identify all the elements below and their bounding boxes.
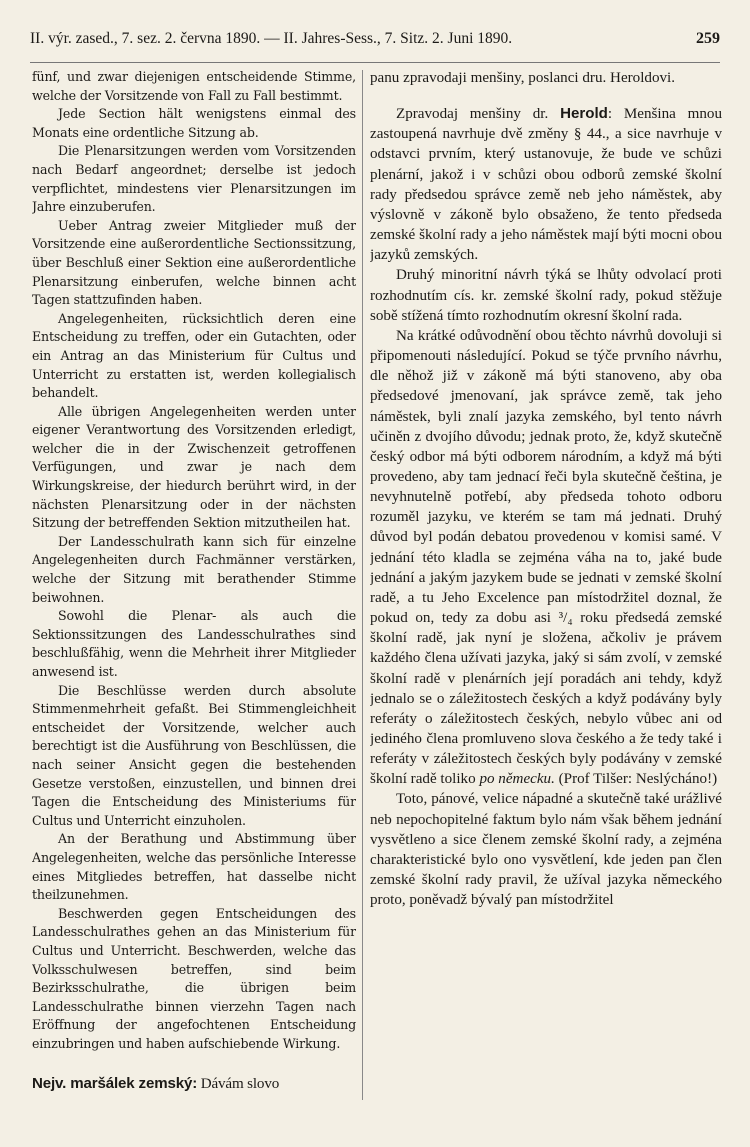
header-rule (30, 62, 720, 63)
speaker-name: Nejv. maršálek zemský: (32, 1075, 198, 1093)
header-session-info: II. výr. zased., 7. sez. 2. června 1890. — II. Jahres-Sess., 7. Sitz. 2. Juni 1890. (30, 30, 513, 47)
paragraph: Der Landesschulrath kann sich für einzelne Angelegenheiten durch Fachmänner verstärken, welche der Sitzung mit berathender Stimme beiwohnen. (32, 533, 356, 605)
reporter-name: Herold (560, 105, 608, 123)
running-header (30, 30, 720, 58)
paragraph-text: Na krátké odůvodnění obou těchto návrhů dovoluji si připomenouti následující. Pokud se týče prvního návrhu, dle něhož již v zákoně má býti stanoveno, aby oba předsedové jmenovaní, jak správce země, tak jeho náměstek, byli znalí jazyka zemského, byl tento návrh učiněn z dvojího důvodu; jednak proto, že, když skutečně český odbor má býti odborem národním, a když má býti provedeno, aby tam jednací řeči byla skutečně čeština, je nevyhnutelně potřebí, aby předseda tohoto odboru rozuměl jazyku, ve kterém se tam má jednati. Druhý důvod byl podán debatou provedenou v komisi samé. V jednání této kladla se zejména váha na to, jaké bude jednání a jakým jazykem bude se jednati v zemské školní radě, a tu Jeho Excelence pan místodržitel doznal, že pokud on, tedy za dobu asi ³/₄ roku předsedá zemské školní radě, jak nyní je složena, ačkoliv je právem každého člena užívati jazyka, jaký si sám zvolí, v zemské školní radě v plenárních její poradách ani tehdy, když jednalo se o záležitostech českých a když podávány byly referáty o záležitostech českých, nebylo vůbec ani od jediného člena promluveno slova českého a že tedy také i referáty v záležitostech českých byly podávány v zemské školní radě toliko (370, 327, 722, 788)
paragraph: Die Plenarsitzungen werden vom Vorsitzenden nach Bedarf angeordnet; derselbe ist jedoch verpflichtet, mindestens vier Plenarsitzungen im Jahre einzuberufen. (32, 143, 356, 215)
paragraph: Angelegenheiten, rücksichtlich deren eine Entscheidung zu treffen, oder ein Gutachten, oder ein Antrag an das Ministerium für Cultus und Unterricht zu erstatten ist, werden kollegialisch behandelt. (32, 310, 356, 401)
paragraph: panu zpravodaji menšiny, poslanci dru. Heroldovi. (370, 70, 676, 86)
speaker-text: Dávám slovo (200, 1076, 280, 1093)
paragraph: Toto, pánové, velice nápadné a skutečně také urážlivé neb nepochopitelné faktum bylo nám však během jednání vysvětleno a sice členem zemské školní rady, a zejména charakteristické bylo ono vysvětlení, kde jeden pan člen zemské školní rady pravil, že užíval jazyka německého proto, poněvadž bývalý pan místodržitel (370, 791, 722, 909)
page-number: 259 (696, 30, 720, 47)
paragraph: fünf, und zwar diejenigen entscheidende Stimme, welche der Vorsitzende von Fall zu Fall bestimmt. (32, 69, 356, 103)
left-column-german (32, 68, 356, 1118)
paragraph: Jede Section hält wenigstens einmal des Monats eine ordentliche Sitzung ab. (32, 106, 356, 140)
paragraph: An der Berathung und Abstimmung über Angelegenheiten, welche das persönliche Interesse eines Mitgliedes betreffen, hat dasselbe nicht theilzunehmen. (32, 831, 356, 903)
interjection: (Prof Tilšer: Neslýcháno!) (558, 771, 718, 788)
paragraph: Alle übrigen Angelegenheiten werden unter eigener Verantwortung des Vorsitzenden erledigt, welcher die in der Zwischenzeit getroffenen Verfügungen, und zwar je nach dem Wirkungskreise, der hiedurch berührt wird, in der nächsten Plenarsitzung oder in der nächsten Sitzung der betreffenden Sektion mitzutheilen hat. (32, 403, 356, 531)
paragraph: Sowohl die Plenar- als auch die Sektionssitzungen des Landesschulrathes sind beschlußfähig, wenn die Mehrheit ihrer Mitglieder anwesend ist. (32, 608, 356, 679)
italic-phrase: po německu. (479, 771, 555, 788)
right-column-czech (370, 68, 722, 1118)
reporter-prefix: Zpravodaj menšiny dr. (396, 106, 549, 123)
paragraph: Ueber Antrag zweier Mitglieder muß der Vorsitzende eine außerordentliche Sectionssitzung, über Beschluß einer Sektion eine außerordentliche Plenarsitzung einberufen, welche binnen acht Tagen stattzufinden haben. (32, 217, 356, 308)
paragraph: Die Beschlüsse werden durch absolute Stimmenmehrheit gefaßt. Bei Stimmengleichheit entscheidet der Vorsitzende, welcher auch berechtigt ist die Ausführung von Beschlüssen, die nach seiner Ansicht gegen die bestehenden Gesetze verstoßen, einzustellen, und binnen drei Tagen die Entscheidung des Ministeriums für Cultus und Unterricht einzuholen. (32, 682, 356, 828)
column-divider (362, 70, 363, 1100)
paragraph (370, 104, 722, 265)
speaker-line (32, 1075, 356, 1094)
paragraph: Beschwerden gegen Entscheidungen des Landesschulrathes gehen an das Ministerium für Cultus und Unterricht. Beschwerden, welche das Volksschulwesen betreffen, sind beim Bezirksschulrathe, die übrigen beim Landesschulrathe binnen vierzehn Tagen nach Eröffnung der angefochtenen Entscheidung einzubringen und haben aufschiebende Wirkung. (32, 905, 356, 1051)
paragraph: Druhý minoritní návrh týká se lhůty odvolací proti rozhodnutím cís. kr. zemské školní rady, pokud stěžuje sobě stížená tímto rozhodnutím okresní školní rada. (370, 267, 722, 324)
paragraph (370, 326, 722, 790)
reporter-text: : Menšina mnou zastoupená navrhuje dvě změny § 44., a sice navrhuje v odstavci prvním, který ustanovuje, že bude ve schůzi plenární, jakož i v schůzi obou odborů zemské školní rady předsedou správce země neb jeho náměstek, aby výslovně v zákoně bylo obsaženo, že tento předseda zemské školní rady a jeho náměstek mají býti mocni obou jazyků zemských. (370, 106, 722, 264)
